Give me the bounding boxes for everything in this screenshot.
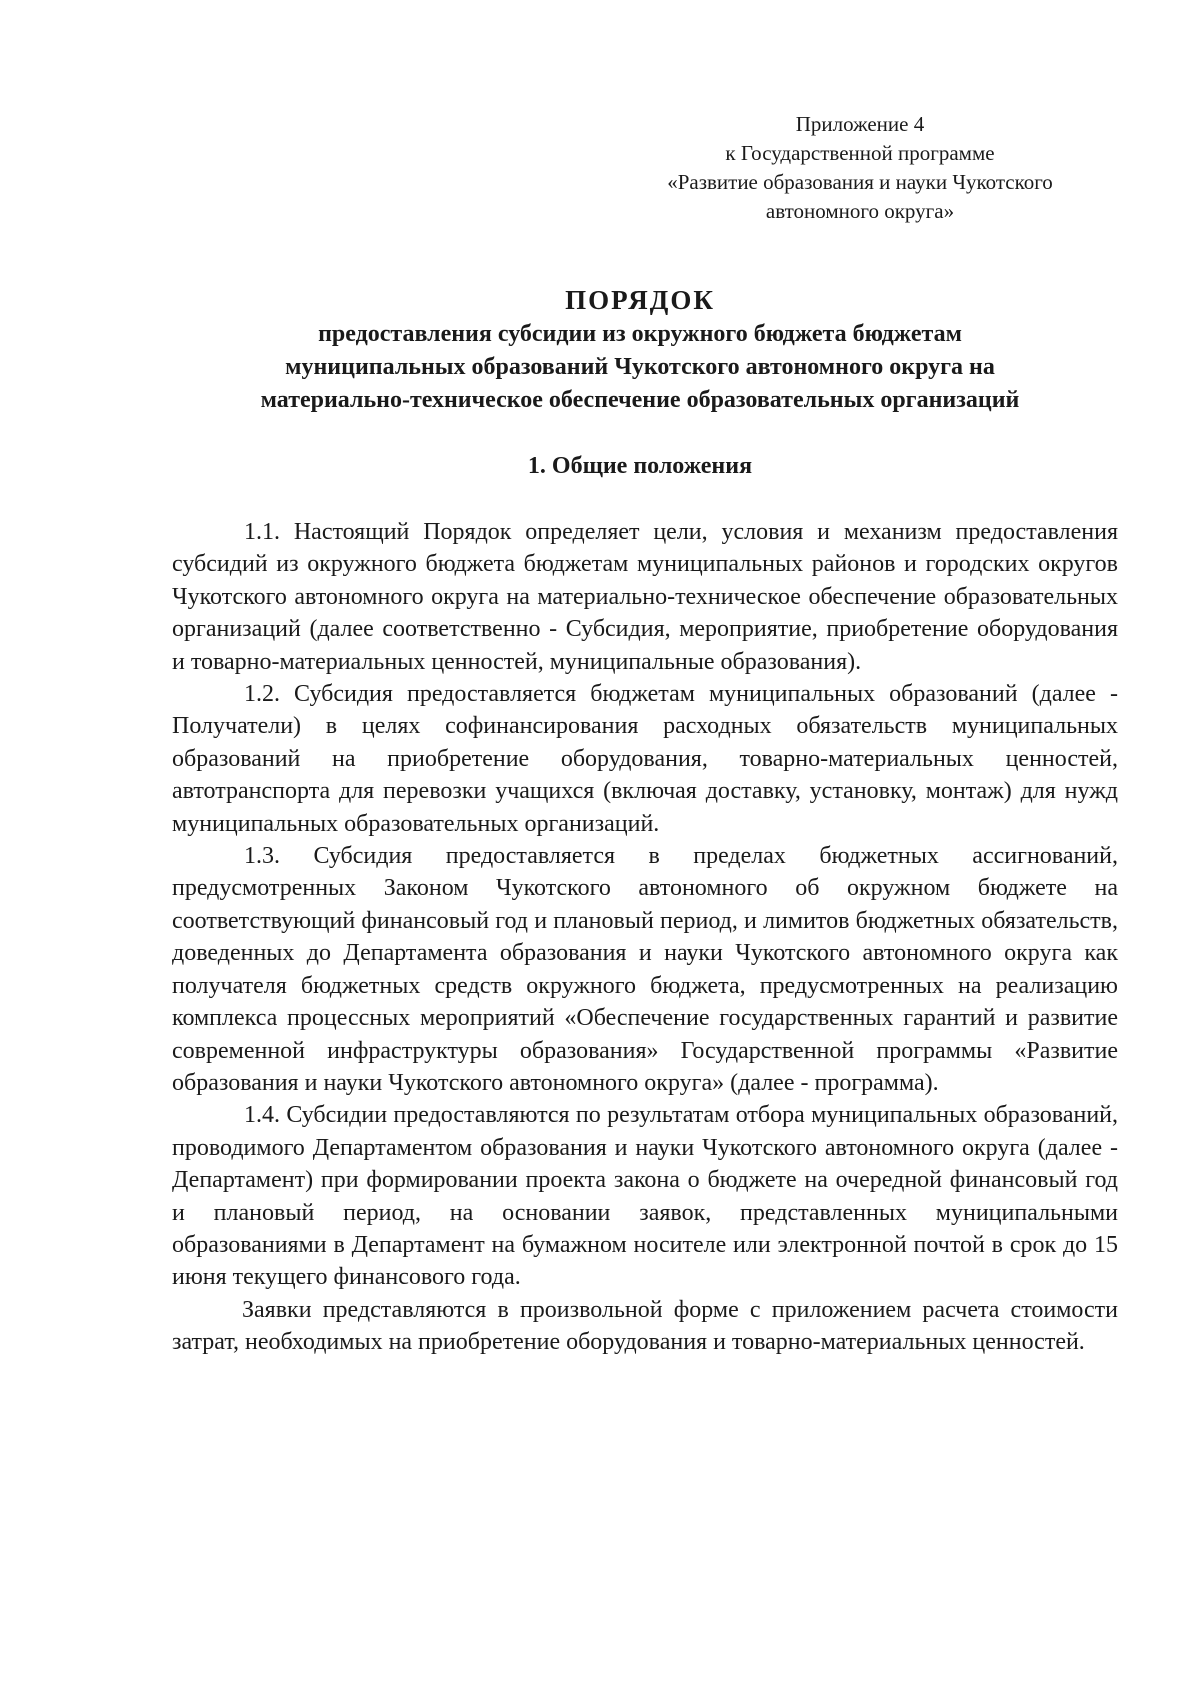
paragraph-1-1: 1.1. Настоящий Порядок определяет цели, условия и механизм предоставления субсидий из окружного бюджета бюджетам муниципальных районов и городских округов Чукотского автономного округа на материально-техническое обеспечение образовательных организаций (далее соответственно - Субсидия, мероприятие, приобретение оборудования и товарно-материальных ценностей, муниципальные образования). — [172, 519, 1118, 675]
appendix-line-3: «Развитие образования и науки Чукотского — [667, 170, 1053, 194]
document-title: ПОРЯДОК — [565, 285, 715, 315]
section-heading: 1. Общие положения — [527, 453, 753, 479]
document-subtitle-line-1: предоставления субсидии из окружного бюджета бюджетам — [318, 321, 962, 347]
appendix-line-4: автономного округа» — [765, 199, 955, 223]
document-subtitle-line-3: материально-техническое обеспечение образовательных организаций — [260, 387, 1020, 413]
appendix-line-1: Приложение 4 — [795, 112, 925, 136]
document-subtitle-line-2: муниципальных образований Чукотского автономного округа на — [285, 354, 995, 380]
document-title-block — [100, 282, 1180, 417]
paragraph-1-3: 1.3. Субсидия предоставляется в пределах бюджетных ассигнований, предусмотренных Законом Чукотского автономного об окружном бюджете на соответствующий финансовый год и плановый период, и лимитов бюджетных обязательств, доведенных до Департамента образования и науки Чукотского автономного округа как получателя бюджетных средств окружного бюджета, предусмотренных на реализацию комплекса процессных мероприятий «Обеспечение государственных гарантий и развитие современной инфраструктуры образования» Государственной программы «Развитие образования и науки Чукотского автономного округа» (далее - программа). — [172, 843, 1118, 1096]
appendix-reference — [560, 110, 1160, 226]
appendix-line-2: к Государственной программе — [725, 141, 995, 165]
paragraph-1-2: 1.2. Субсидия предоставляется бюджетам муниципальных образований (далее - Получатели) в целях софинансирования расходных обязательств муниципальных образований на приобретение оборудования, товарно-материальных ценностей, автотранспорта для перевозки учащихся (включая доставку, установку, монтаж) для нужд муниципальных образовательных организаций. — [172, 681, 1118, 837]
paragraph-1-4: 1.4. Субсидии предоставляются по результатам отбора муниципальных образований, проводимого Департаментом образования и науки Чукотского автономного округа (далее - Департамент) при формировании проекта закона о бюджете на очередной финансовый год и плановый период, на основании заявок, представленных муниципальными образованиями в Департамент на бумажном носителе или электронной почтой в срок до 15 июня текущего финансового года. — [172, 1102, 1118, 1291]
paragraph-applications: Заявки представляются в произвольной форме с приложением расчета стоимости затрат, необходимых на приобретение оборудования и товарно-материальных ценностей. — [172, 1296, 1118, 1356]
section-body — [172, 516, 1118, 1359]
